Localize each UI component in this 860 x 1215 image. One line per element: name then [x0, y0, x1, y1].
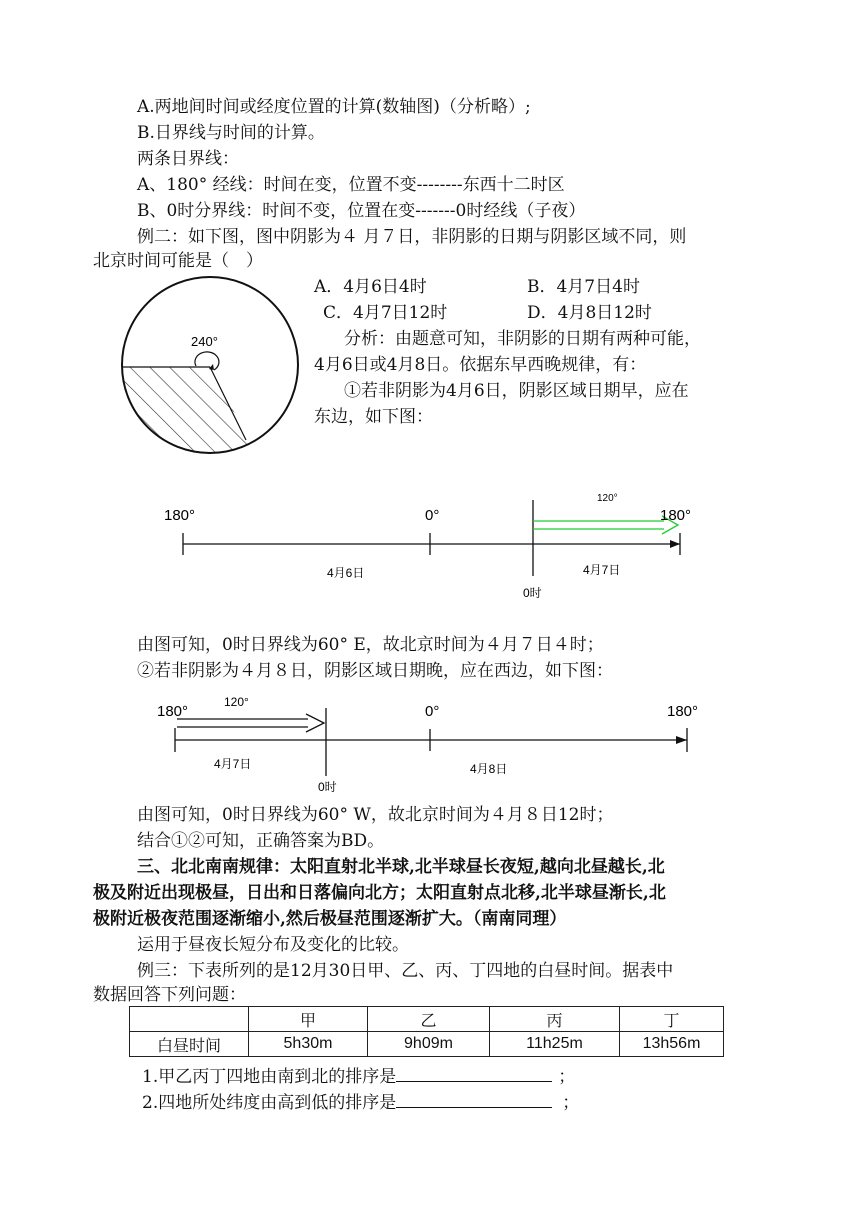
- polar-circle-diagram: [110, 277, 298, 460]
- analysis-line-4: 东边，如下图：: [314, 407, 433, 427]
- date-right-label: 4月7日: [583, 563, 621, 577]
- date-right-label: 4月8日: [470, 762, 508, 776]
- answer-text: 结合①②可知，正确答案为BD。: [137, 831, 385, 851]
- question-1: [142, 1064, 575, 1088]
- table-cell: 13h56m: [620, 1032, 724, 1057]
- analysis-line-1: 分析：由题意可知，非阴影的日期有两种可能，: [344, 329, 701, 349]
- table-header-cell: 乙: [368, 1007, 490, 1032]
- option-c: C．4月7日12时: [323, 303, 448, 323]
- dateline-heading: 两条日界线：: [137, 149, 239, 169]
- conclusion-2: 由图可知，0时日界线为60° W，故北京时间为４月８日12时；: [137, 805, 614, 825]
- angle-label: 240°: [191, 334, 218, 349]
- circle-outline: [122, 277, 298, 453]
- lon-180-left-label: 180°: [164, 507, 196, 524]
- table-header-cell: [130, 1007, 249, 1032]
- question-2: [142, 1090, 579, 1114]
- section-a-text: A.两地间时间或经度位置的计算(数轴图)（分析略）;: [137, 97, 531, 117]
- arrow-120-label: 120°: [224, 695, 249, 709]
- table-header-row: [130, 1007, 724, 1032]
- midnight-label: 0时: [523, 586, 542, 600]
- midnight-label: 0时: [318, 780, 337, 794]
- answer-blank-2[interactable]: [396, 1090, 552, 1108]
- table-cell: 9h09m: [368, 1032, 490, 1057]
- angle-arrowhead: [209, 364, 214, 370]
- hollow-arrow: [177, 714, 324, 732]
- date-left-label: 4月7日: [214, 757, 252, 771]
- option-a: A．4月6日4时: [314, 277, 427, 297]
- example2-question: 例二：如下图，图中阴影为４ 月７日，非阴影的日期与阴影区域不同，则: [137, 227, 687, 247]
- question-2-end: ；: [562, 1093, 580, 1113]
- angle-arc: [195, 352, 219, 370]
- shade-boundary-right: [210, 367, 246, 440]
- lon-0-label: 0°: [425, 507, 440, 524]
- section-3-line-2: 极及附近出现极昼，日出和日落偏向北方；太阳直射点北移,北半球昼渐长,北: [93, 883, 666, 903]
- question-1-text: 1.甲乙丙丁四地由南到北的排序是: [142, 1067, 397, 1087]
- section-b-text: B.日界线与时间的计算。: [137, 123, 325, 143]
- example2-question-cont: 北京时间可能是（ ）: [93, 251, 263, 271]
- table-row-label: 白昼时间: [130, 1032, 249, 1057]
- answer-blank-1[interactable]: [396, 1064, 552, 1082]
- table-header-cell: 丙: [490, 1007, 620, 1032]
- arrow-120-label: 120°: [597, 493, 618, 504]
- daylight-table: [129, 1006, 724, 1057]
- lon-180-right-label: 180°: [667, 703, 699, 720]
- table-row: [130, 1032, 724, 1057]
- analysis-line-3: ①若非阴影为4月6日，阴影区域日期早，应在: [344, 381, 689, 401]
- usage-text: 运用于昼夜长短分布及变化的比较。: [137, 935, 409, 955]
- table-cell: 11h25m: [490, 1032, 620, 1057]
- dateline-0h: B、0时分界线：时间不变，位置在变-------0时经线（子夜）: [137, 201, 586, 221]
- case-2-text: ②若非阴影为４月８日，阴影区域日期晚，应在西边，如下图：: [137, 661, 613, 681]
- green-arrow: [533, 516, 678, 534]
- table-header-cell: 甲: [249, 1007, 368, 1032]
- lon-180-right-label: 180°: [660, 507, 692, 524]
- table-cell: 5h30m: [249, 1032, 368, 1057]
- example3-question: 例三：下表所列的是12月30日甲、乙、丙、丁四地的白昼时间。据表中: [137, 961, 674, 981]
- table-header-cell: 丁: [620, 1007, 724, 1032]
- option-b: B．4月7日4时: [527, 277, 640, 297]
- example3-question-cont: 数据回答下列问题：: [93, 985, 246, 1005]
- timeline-diagram-2: [157, 695, 698, 794]
- option-d: D．4月8日12时: [527, 303, 652, 323]
- question-1-end: ；: [558, 1067, 576, 1087]
- lon-180-left-label: 180°: [157, 703, 189, 720]
- date-left-label: 4月6日: [327, 566, 365, 580]
- axis-arrowhead: [670, 540, 680, 548]
- timeline-diagram-1: [164, 493, 691, 600]
- lon-0-label: 0°: [425, 703, 440, 720]
- dateline-180: A、180° 经线：时间在变，位置不变--------东西十二时区: [137, 175, 565, 195]
- section-3-heading: 三、北北南南规律：太阳直射北半球,北半球昼长夜短,越向北昼越长,北: [137, 857, 665, 877]
- question-2-text: 2.四地所处纬度由高到低的排序是: [142, 1093, 397, 1113]
- axis-arrowhead: [676, 736, 687, 744]
- conclusion-1: 由图可知，0时日界线为60° E，故北京时间为４月７日４时；: [137, 635, 604, 655]
- analysis-line-2: 4月6日或4月8日。依据东早西晚规律，有：: [314, 355, 647, 375]
- section-3-line-3: 极附近极夜范围逐渐缩小,然后极昼范围逐渐扩大。（南南同理）: [93, 909, 567, 929]
